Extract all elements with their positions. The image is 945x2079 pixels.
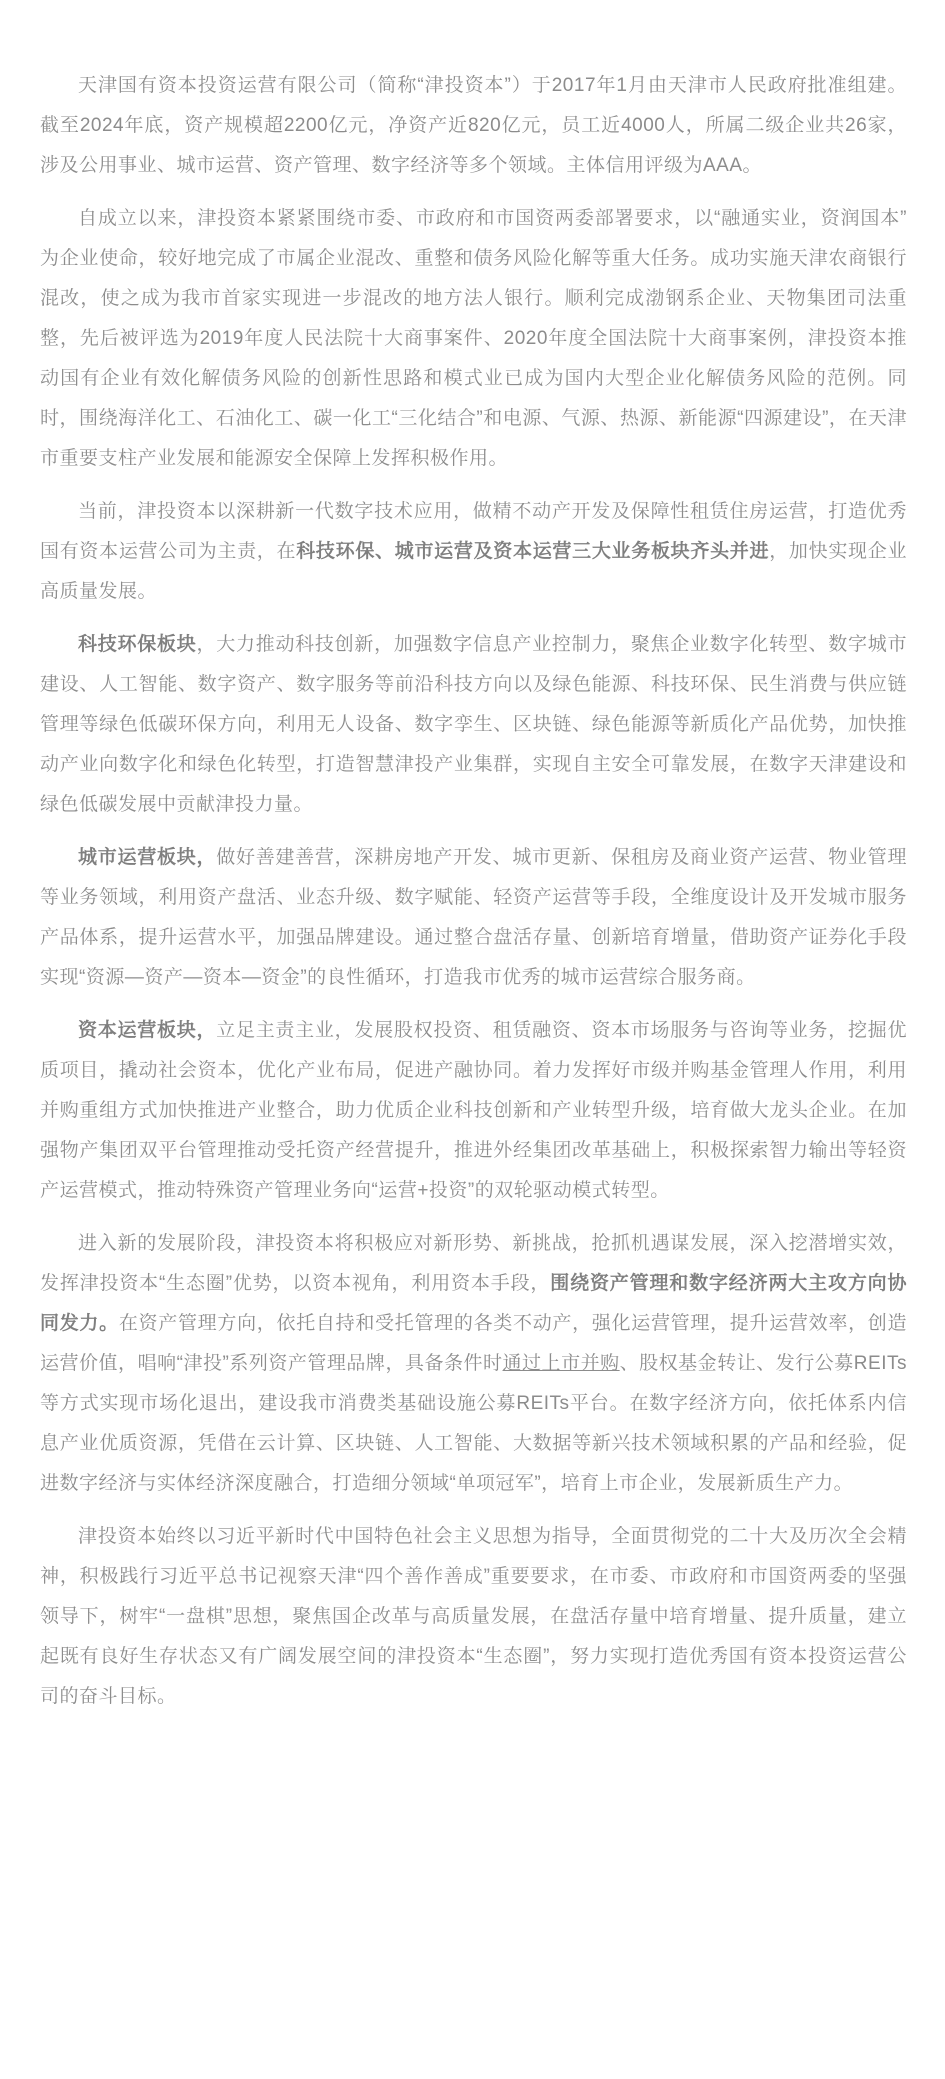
text-run: 天津国有资本投资运营有限公司（简称“津投资本”）于2017年1月由天津市人民政府批准组建。截至2024年底，资产规模超2200亿元，净资产近820亿元，员工近4000人，所属二级企业共26家，涉及公用事业、城市运营、资产管理、数字经济等多个领域。主体信用评级为AAA。 (40, 75, 907, 176)
emphasis-text-run: 资本运营板块， (78, 1020, 217, 1041)
text-run: 进入新的发展阶段，津投资本将积极应对新形势、新挑战，抢抓机遇谋发展，深入挖潜增实效，发挥津投资本“生态圈”优势，以资本视角，利用资本手段， (40, 1233, 907, 1294)
text-run: 当前，津投资本以深耕新一代数字技术应用，做精不动产开发及保障性租赁住房运营，打造优秀国有资本运营公司为主责，在 (40, 501, 907, 562)
paragraph (40, 492, 907, 612)
text-run: ，加快实现企业高质量发展。 (40, 541, 907, 602)
paragraph (40, 838, 907, 998)
paragraph (40, 199, 907, 479)
emphasis-text-run: 科技环保、城市运营及资本运营三大业务板块齐头并进 (296, 541, 770, 562)
text-run: 做好善建善营，深耕房地产开发、城市更新、保租房及商业资产运营、物业管理等业务领域，利用资产盘活、业态升级、数字赋能、轻资产运营等手段，全维度设计及开发城市服务产品体系，提升运营水平，加强品牌建设。通过整合盘活存量、创新培育增量，借助资产证券化手段实现“资源—资产—资本—资金”的良性循环，打造我市优秀的城市运营综合服务商。 (40, 847, 907, 988)
text-run: 、股权基金转让、发行公募REITs等方式实现市场化退出，建设我市消费类基础设施公募REITs平台。在数字经济方向，依托体系内信息产业优质资源，凭借在云计算、区块链、人工智能、大数据等新兴技术领域积累的产品和经验，促进数字经济与实体经济深度融合，打造细分领域“单项冠军”，培育上市企业，发展新质生产力。 (40, 1353, 907, 1494)
paragraph (40, 1517, 907, 1717)
paragraph (40, 625, 907, 825)
emphasis-text-run: 城市运营板块， (78, 847, 217, 868)
underlined-text-run: 通过上市并购 (502, 1353, 620, 1374)
paragraph (40, 66, 907, 186)
emphasis-text-run: 围绕资产管理和数字经济两大主攻方向协同发力。 (40, 1273, 907, 1334)
text-run: 自成立以来，津投资本紧紧围绕市委、市政府和市国资两委部署要求，以“融通实业，资润国本”为企业使命，较好地完成了市属企业混改、重整和债务风险化解等重大任务。成功实施天津农商银行混改，使之成为我市首家实现进一步混改的地方法人银行。顺利完成渤钢系企业、天物集团司法重整，先后被评选为2019年度人民法院十大商事案件、2020年度全国法院十大商事案例，津投资本推动国有企业有效化解债务风险的创新性思路和模式业已成为国内大型企业化解债务风险的范例。同时，围绕海洋化工、石油化工、碳一化工“三化结合”和电源、气源、热源、新能源“四源建设”，在天津市重要支柱产业发展和能源安全保障上发挥积极作用。 (40, 208, 907, 469)
text-run: ，大力推动科技创新，加强数字信息产业控制力，聚焦企业数字化转型、数字城市建设、人工智能、数字资产、数字服务等前沿科技方向以及绿色能源、科技环保、民生消费与供应链管理等绿色低碳环保方向，利用无人设备、数字孪生、区块链、绿色能源等新质化产品优势，加快推动产业向数字化和绿色化转型，打造智慧津投产业集群，实现自主安全可靠发展，在数字天津建设和绿色低碳发展中贡献津投力量。 (40, 634, 907, 815)
text-run: 立足主责主业，发展股权投资、租赁融资、资本市场服务与咨询等业务，挖掘优质项目，撬动社会资本，优化产业布局，促进产融协同。着力发挥好市级并购基金管理人作用，利用并购重组方式加快推进产业整合，助力优质企业科技创新和产业转型升级，培育做大龙头企业。在加强物产集团双平台管理推动受托资产经营提升，推进外经集团改革基础上，积极探索智力输出等轻资产运营模式，推动特殊资产管理业务向“运营+投资”的双轮驱动模式转型。 (40, 1020, 907, 1201)
paragraph (40, 1224, 907, 1504)
text-run: 津投资本始终以习近平新时代中国特色社会主义思想为指导，全面贯彻党的二十大及历次全会精神，积极践行习近平总书记视察天津“四个善作善成”重要要求，在市委、市政府和市国资两委的坚强领导下，树牢“一盘棋”思想，聚焦国企改革与高质量发展，在盘活存量中培育增量、提升质量，建立起既有良好生存状态又有广阔发展空间的津投资本“生态圈”，努力实现打造优秀国有资本投资运营公司的奋斗目标。 (40, 1526, 907, 1707)
text-run: 在资产管理方向，依托自持和受托管理的各类不动产，强化运营管理，提升运营效率，创造运营价值，唱响“津投”系列资产管理品牌，具备条件时 (40, 1313, 907, 1374)
emphasis-text-run: 科技环保板块 (78, 634, 197, 655)
paragraph (40, 1011, 907, 1211)
